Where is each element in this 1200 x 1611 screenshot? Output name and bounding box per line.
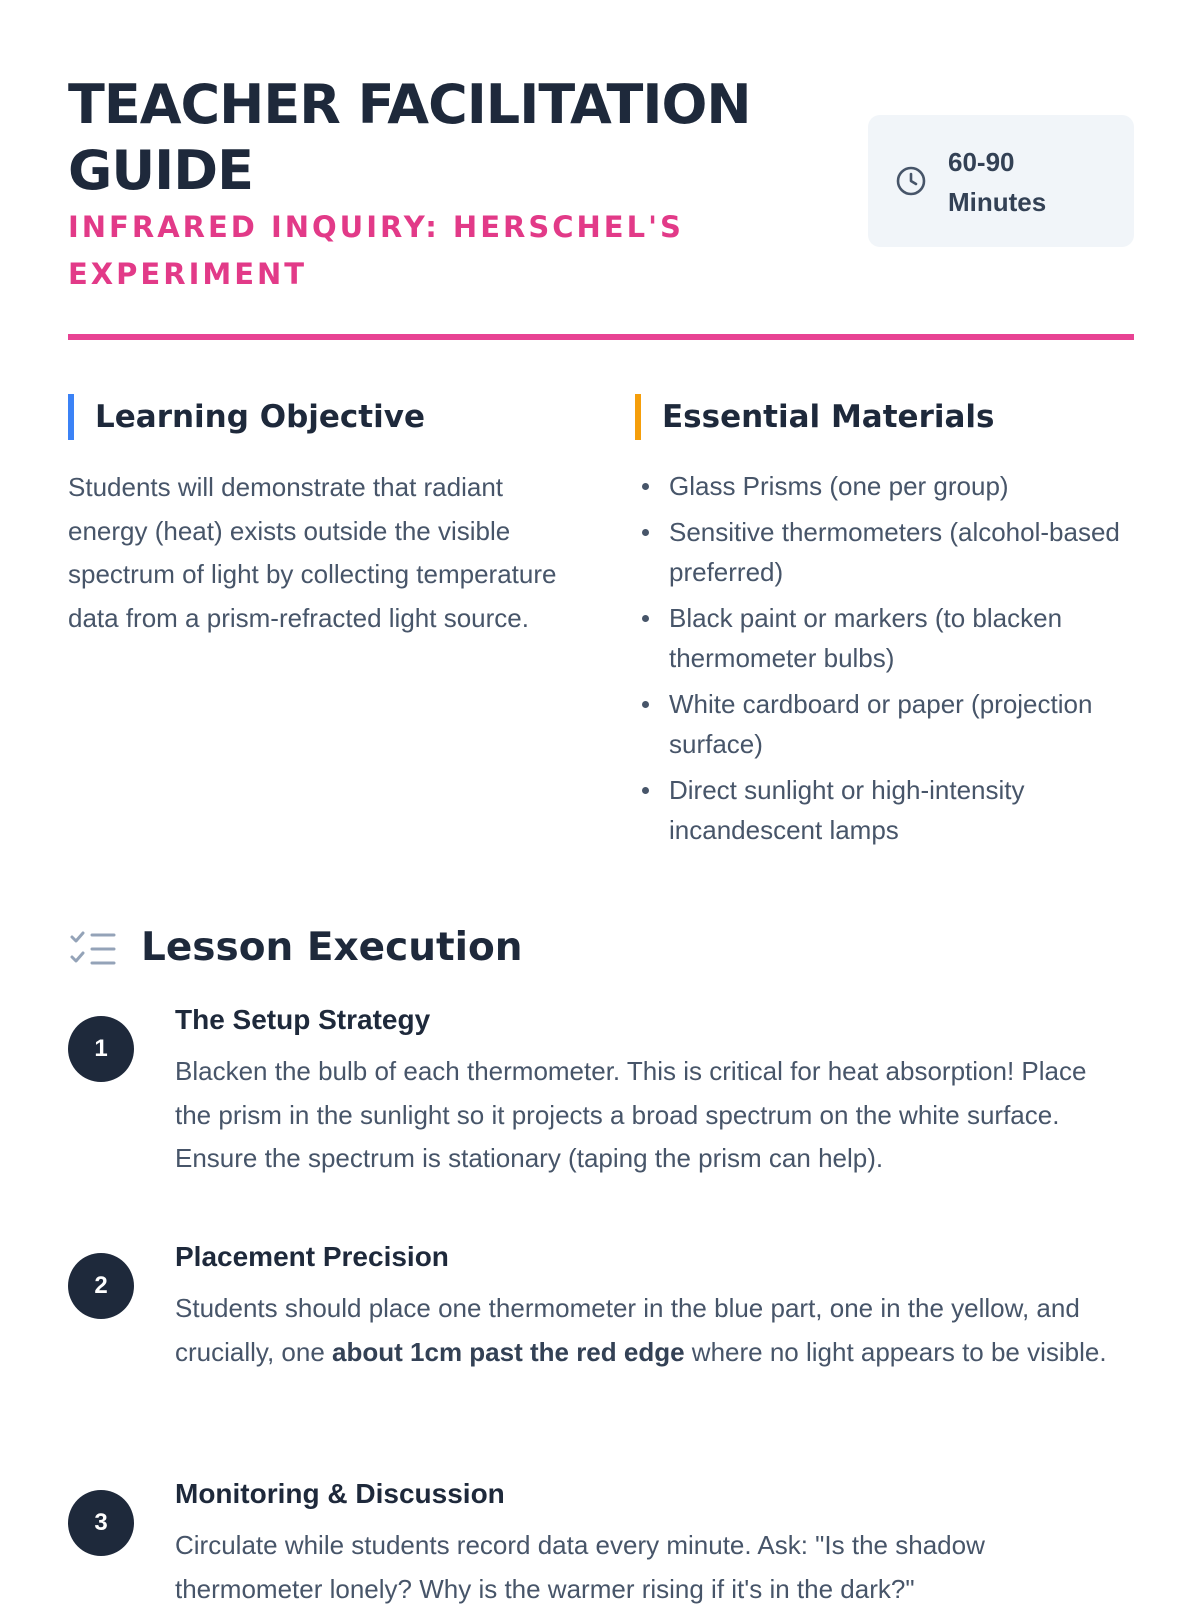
step-text: Circulate while students record data every minute. Ask: "Is the shadow thermometer lonely? Why is the warmer rising if it's in the dark?": [175, 1530, 985, 1604]
step-number-badge: 3: [68, 1490, 134, 1556]
header-divider: [68, 334, 1134, 340]
bullet-icon: [642, 615, 649, 622]
essential-materials-section: [635, 394, 1134, 856]
step-title: The Setup Strategy: [175, 1004, 431, 1035]
list-item: [635, 512, 1134, 592]
list-item-text: Direct sunlight or high-intensity incandescent lamps: [669, 775, 1025, 845]
list-item: [635, 684, 1134, 764]
step-text: Blacken the bulb of each thermometer. This is critical for heat absorption! Place the prism in the sunlight so it projects a broad spectrum on the white surface. Ensure the spectrum is stationary (taping the prism can help).: [175, 1056, 1087, 1173]
page-subtitle: INFRARED INQUIRY: HERSCHEL'S EXPERIMENT: [68, 210, 684, 291]
step-number-badge: 2: [68, 1253, 134, 1319]
list-item-text: Glass Prisms (one per group): [669, 471, 1009, 501]
step-body: [175, 1235, 1125, 1374]
step-text-emphasis: about 1cm past the red edge: [332, 1336, 685, 1367]
page: [68, 0, 1134, 1604]
duration-badge: [868, 115, 1134, 247]
step-body: [175, 1472, 1125, 1611]
learning-objective-heading: [68, 394, 573, 440]
essential-materials-heading-text: Essential Materials: [662, 399, 995, 435]
heading-accent-bar: [68, 394, 74, 440]
list-item-text: Black paint or markers (to blacken thermometer bulbs): [669, 603, 1063, 673]
clock-icon: [895, 165, 927, 197]
duration-text: 60-90 Minutes: [948, 147, 1047, 217]
step-body: [175, 998, 1125, 1181]
lesson-execution-heading: [68, 920, 1134, 976]
guide-header: [68, 66, 1134, 336]
learning-objective-section: [68, 394, 573, 640]
step-number-badge: 1: [68, 1016, 134, 1082]
learning-objective-heading-text: Learning Objective: [95, 399, 425, 435]
bullet-icon: [642, 483, 649, 490]
materials-list: [635, 466, 1134, 850]
list-item: [635, 598, 1134, 678]
essential-materials-heading: [635, 394, 1134, 440]
bullet-icon: [642, 529, 649, 536]
step-text-part: Students should place one thermometer in the blue part, one in the yellow, and crucially, one: [175, 1293, 1080, 1367]
step-title: Monitoring & Discussion: [175, 1478, 505, 1509]
list-item-text: White cardboard or paper (projection surface): [669, 689, 1093, 759]
list-item: [635, 466, 1134, 506]
learning-objective-text: Students will demonstrate that radiant energy (heat) exists outside the visible spectrum of light by collecting temperature data from a prism-refracted light source.: [68, 472, 557, 633]
step-text: [175, 1287, 1125, 1374]
page-title: TEACHER FACILITATION GUIDE: [68, 73, 751, 202]
step-text-part: where no light appears to be visible.: [684, 1336, 1107, 1367]
bullet-icon: [642, 787, 649, 794]
heading-accent-bar: [635, 394, 641, 440]
lesson-execution-title: Lesson Execution: [141, 925, 523, 970]
checklist-icon: [68, 927, 118, 971]
list-item-text: Sensitive thermometers (alcohol-based preferred): [669, 517, 1120, 587]
list-item: [635, 770, 1134, 850]
step-title: Placement Precision: [175, 1241, 449, 1272]
bullet-icon: [642, 701, 649, 708]
